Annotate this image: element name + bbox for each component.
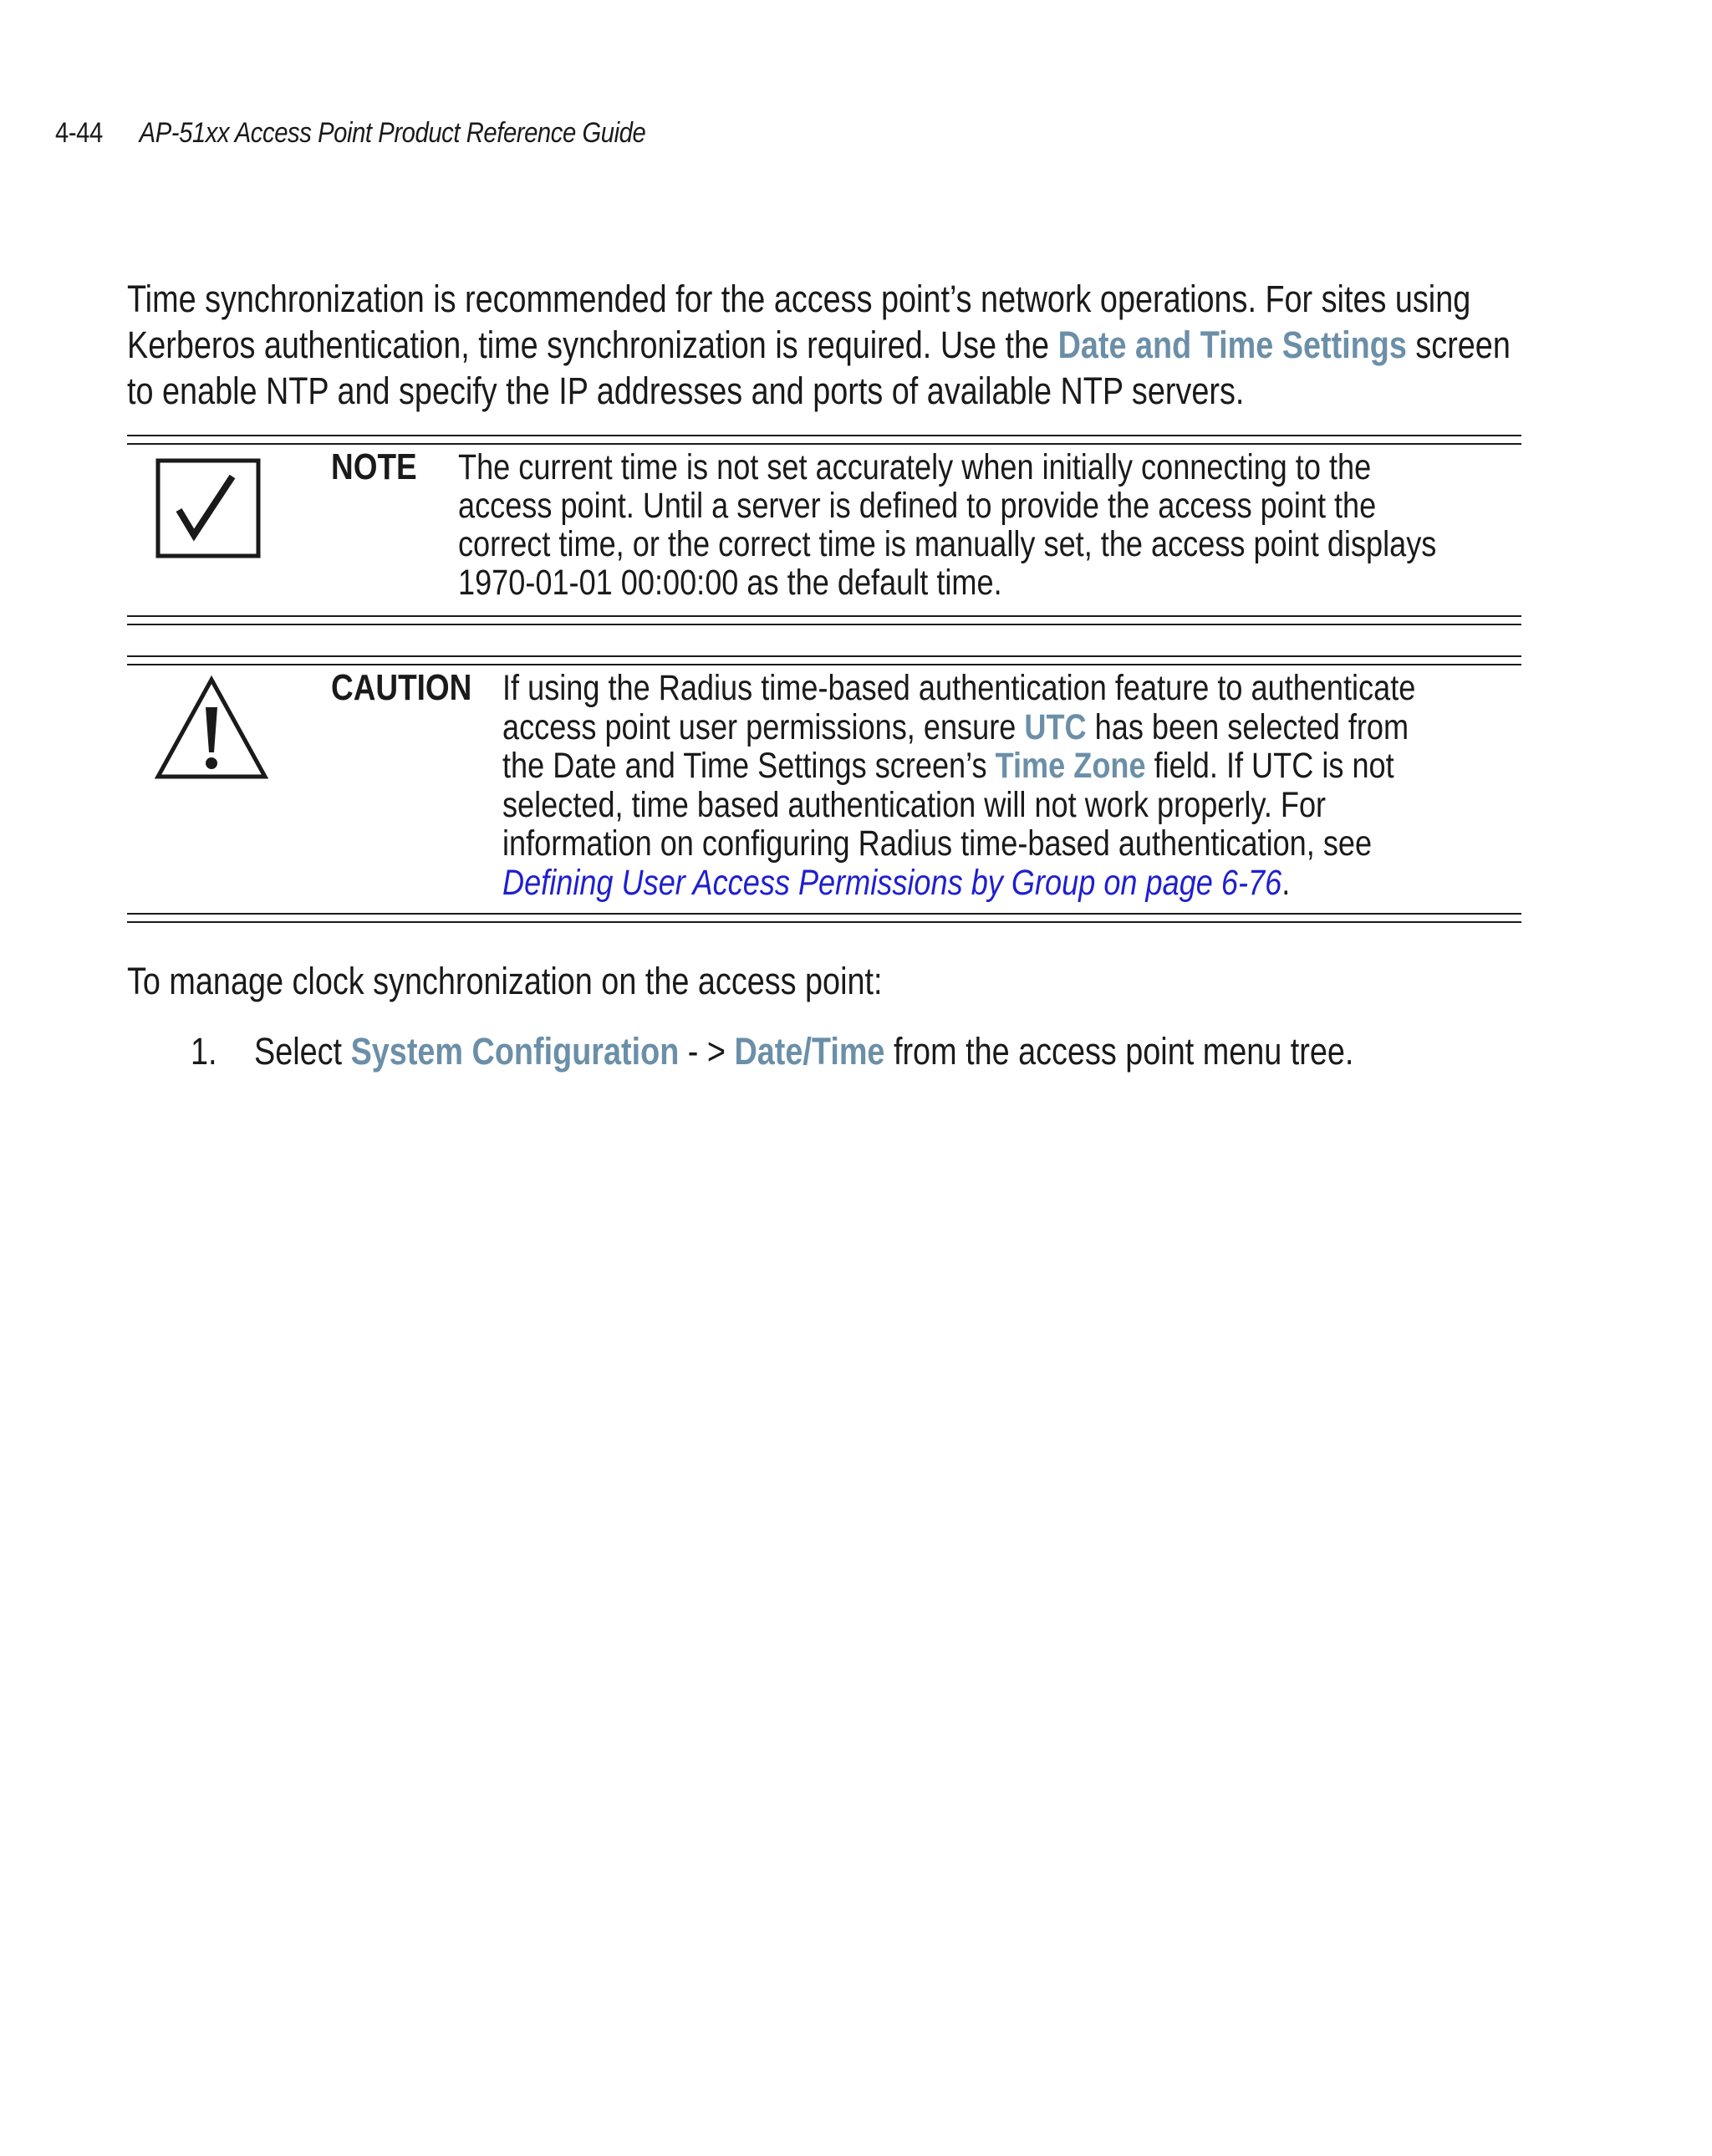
caution-text: access point user permissions, ensure — [502, 706, 1025, 747]
step-text — [254, 1028, 1353, 1074]
note-bottom-rule — [127, 624, 1521, 625]
intro-text: Kerberos authentication, time synchronization is required. Use the — [127, 324, 1058, 366]
step-text-part: Select — [254, 1030, 351, 1073]
user-access-permissions-link[interactable]: Defining User Access Permissions by Group on page 6-76 — [502, 862, 1282, 903]
caution-line — [502, 747, 1415, 786]
note-top-rule — [127, 435, 1521, 436]
note-line: correct time, or the correct time is manually set, the access point displays — [458, 524, 1437, 564]
caution-line — [502, 708, 1415, 747]
caution-line: information on configuring Radius time-based authentication, see — [502, 823, 1373, 864]
step-text-part: - > — [679, 1030, 735, 1073]
step-number: 1. — [191, 1030, 217, 1073]
note-bottom-rule — [127, 615, 1521, 617]
caution-label: CAUTION — [331, 667, 472, 708]
note-line: access point. Until a server is defined to provide the access point the — [458, 486, 1377, 526]
checkmark-icon — [155, 458, 261, 558]
step-text-part: from the access point menu tree. — [884, 1030, 1354, 1073]
note-line: The current time is not set accurately when initially connecting to the — [458, 447, 1372, 487]
time-zone-term: Time Zone — [995, 746, 1146, 786]
caution-body — [502, 669, 1415, 902]
intro-line: Time synchronization is recommended for the access point’s network operations. For sites using — [127, 278, 1471, 320]
caution-line: selected, time based authentication will not work properly. For — [502, 784, 1327, 825]
date-time-term: Date/Time — [734, 1030, 885, 1073]
caution-line — [502, 864, 1415, 903]
note-body — [458, 448, 1436, 602]
note-label: NOTE — [331, 446, 417, 487]
caution-bottom-rule — [127, 921, 1521, 923]
intro-line: to enable NTP and specify the IP addresses and ports of available NTP servers. — [127, 370, 1245, 412]
note-top-rule — [127, 443, 1521, 445]
caution-text: has been selected from — [1086, 706, 1409, 747]
caution-text: field. If UTC is not — [1145, 746, 1394, 786]
manage-paragraph: To manage clock synchronization on the access point: — [127, 960, 883, 1002]
caution-top-rule — [127, 664, 1521, 665]
page-header — [55, 117, 645, 150]
document-title: AP-51xx Access Point Product Reference Guide — [139, 117, 646, 149]
caution-text: the Date and Time Settings screen’s — [502, 746, 996, 786]
utc-term: UTC — [1024, 706, 1087, 747]
intro-paragraph — [127, 276, 1511, 414]
intro-text: screen — [1406, 324, 1511, 366]
caution-line: If using the Radius time-based authentication feature to authenticate — [502, 668, 1416, 708]
date-time-settings-term: Date and Time Settings — [1057, 324, 1407, 366]
caution-top-rule — [127, 655, 1521, 657]
intro-line — [127, 322, 1511, 368]
system-configuration-term: System Configuration — [350, 1030, 680, 1073]
warning-triangle-icon — [154, 675, 269, 781]
caution-text: . — [1281, 862, 1291, 903]
page-number: 4-44 — [55, 117, 103, 149]
caution-bottom-rule — [127, 913, 1521, 915]
note-line: 1970-01-01 00:00:00 as the default time. — [458, 563, 1002, 603]
